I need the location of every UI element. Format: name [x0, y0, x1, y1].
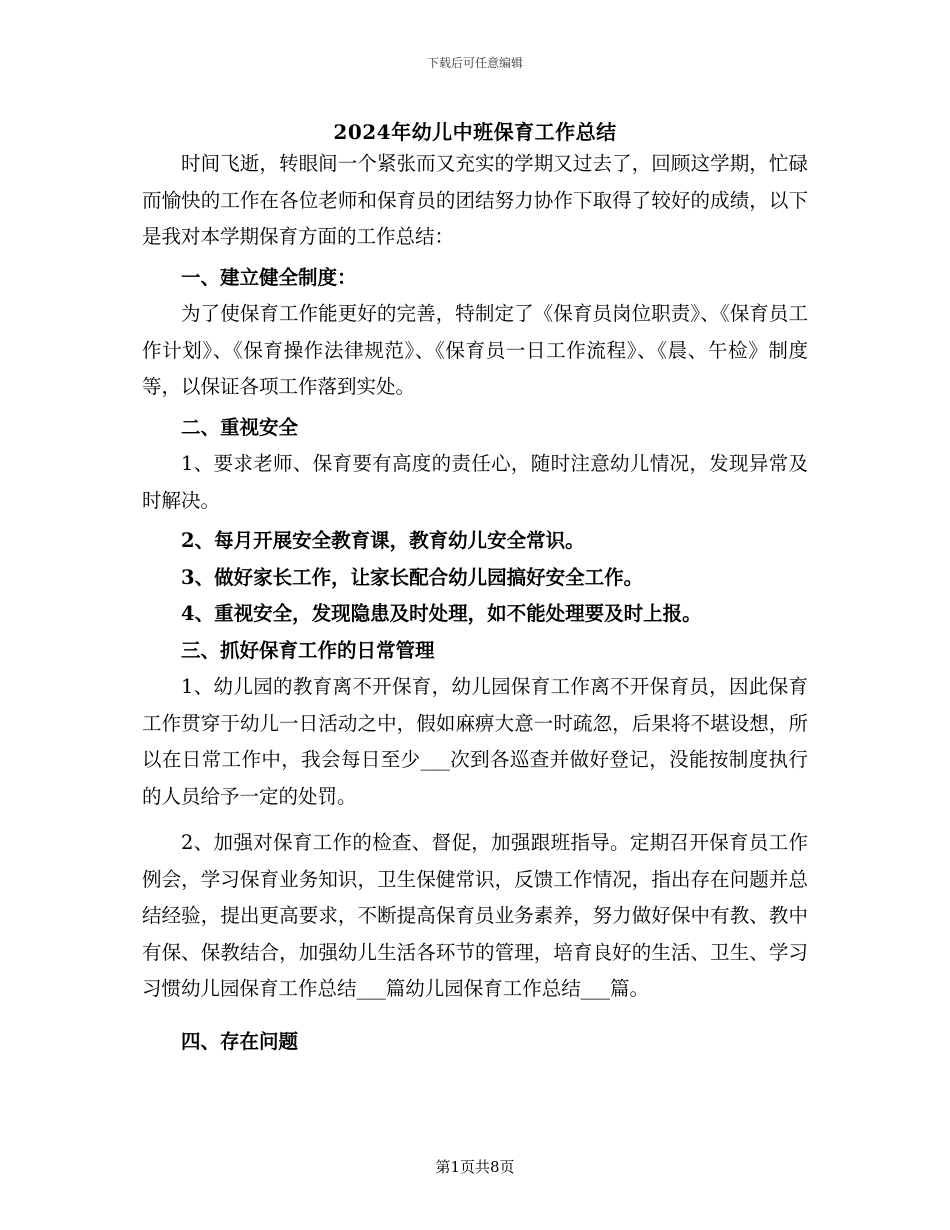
paragraph-management-1: 1、幼儿园的教育离不开保育，幼儿园保育工作离不开保育员，因此保育工作贯穿于幼儿一日活动之中，假如麻痹大意一时疏忽，后果将不堪设想，所以在日常工作中，我会每日至少___次到各巡查并做好登记，没能按制度执行的人员给予一定的处罚。 — [142, 675, 808, 808]
section-heading-3: 三、抓好保育工作的日常管理 — [181, 638, 435, 662]
list-item-safety-1: 1、要求老师、保育要有高度的责任心，随时注意幼儿情况，发现异常及时解决。 — [142, 452, 808, 512]
page-footer: 第1页共8页 — [435, 1158, 515, 1176]
list-item-safety-2: 2、每月开展安全教育课，教育幼儿安全常识。 — [181, 529, 585, 552]
section-heading-1: 一、建立健全制度： — [181, 265, 357, 289]
document-title: 2024年幼儿中班保育工作总结 — [333, 120, 617, 144]
section-heading-4: 四、存在问题 — [181, 1029, 299, 1053]
paragraph-section-1: 为了使保育工作能更好的完善，特制定了《保育员岗位职责》、《保育员工作计划》、《保育操作法律规范》、《保育员一日工作流程》、《晨、午检》制度等，以保证各项工作落到实处。 — [142, 302, 808, 398]
list-item-safety-3: 3、做好家长工作，让家长配合幼儿园搞好安全工作。 — [181, 565, 644, 589]
header-note: 下载后可任意编辑 — [426, 56, 523, 70]
document-body — [142, 146, 808, 1060]
paragraph-management-2: 2、加强对保育工作的检查、督促，加强跟班指导。定期召开保育员工作例会，学习保育业务知识，卫生保健常识，反馈工作情况，指出存在问题并总结经验，提出更高要求，不断提高保育员业务素养，努力做好保中有教、教中有保、保教结合，加强幼儿生活各环节的管理，培育良好的生活、卫生、学习习惯幼儿园保育工作总结___篇幼儿园保育工作总结___篇。 — [142, 831, 808, 1000]
list-item-safety-4: 4、重视安全，发现隐患及时处理，如不能处理要及时上报。 — [181, 602, 702, 625]
paragraph-intro: 时间飞逝，转眼间一个紧张而又充实的学期又过去了，回顾这学期，忙碌而愉快的工作在各位老师和保育员的团结努力协作下取得了较好的成绩，以下是我对本学期保育方面的工作总结： — [142, 152, 808, 248]
section-heading-2: 二、重视安全 — [181, 415, 299, 439]
